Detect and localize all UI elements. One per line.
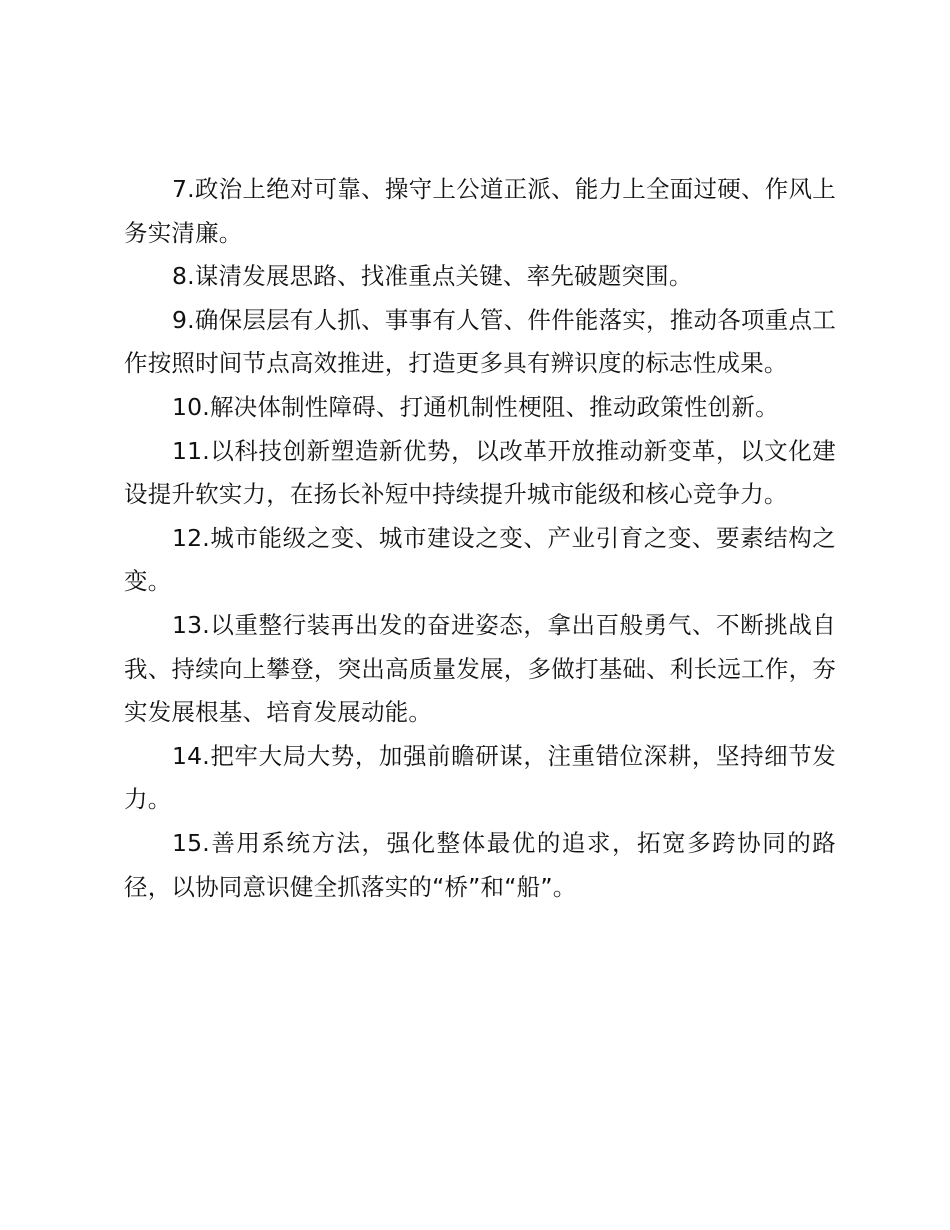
paragraph-7: 7.政治上绝对可靠、操守上公道正派、能力上全面过硬、作风上务实清廉。 — [124, 175, 836, 247]
paragraph-8: 8.谋清发展思路、找准重点关键、率先破题突围。 — [172, 262, 693, 291]
paragraph-10: 10.解决体制性障碍、打通机制性梗阻、推动政策性创新。 — [172, 392, 779, 421]
paragraph-11: 11.以科技创新塑造新优势，以改革开放推动新变革，以文化建设提升软实力，在扬长补短中持续提升城市能级和核心竞争力。 — [124, 436, 836, 509]
paragraph-9: 9.确保层层有人抓、事事有人管、件件能落实，推动各项重点工作按照时间节点高效推进，打造更多具有辨识度的标志性成果。 — [124, 305, 836, 378]
paragraph-14: 14.把牢大局大势，加强前瞻研谋，注重错位深耕，坚持细节发力。 — [124, 741, 836, 814]
paragraph-12: 12.城市能级之变、城市建设之变、产业引育之变、要素结构之变。 — [124, 523, 836, 596]
paragraph-15: 15.善用系统方法，强化整体最优的追求，拓宽多跨协同的路径，以协同意识健全抓落实的“桥”和“船”。 — [124, 828, 836, 901]
document-body — [124, 168, 836, 909]
paragraph-13: 13.以重整行装再出发的奋进姿态，拿出百般勇气、不断挑战自我、持续向上攀登，突出高质量发展，多做打基础、利长远工作，夯实发展根基、培育发展动能。 — [124, 610, 836, 727]
